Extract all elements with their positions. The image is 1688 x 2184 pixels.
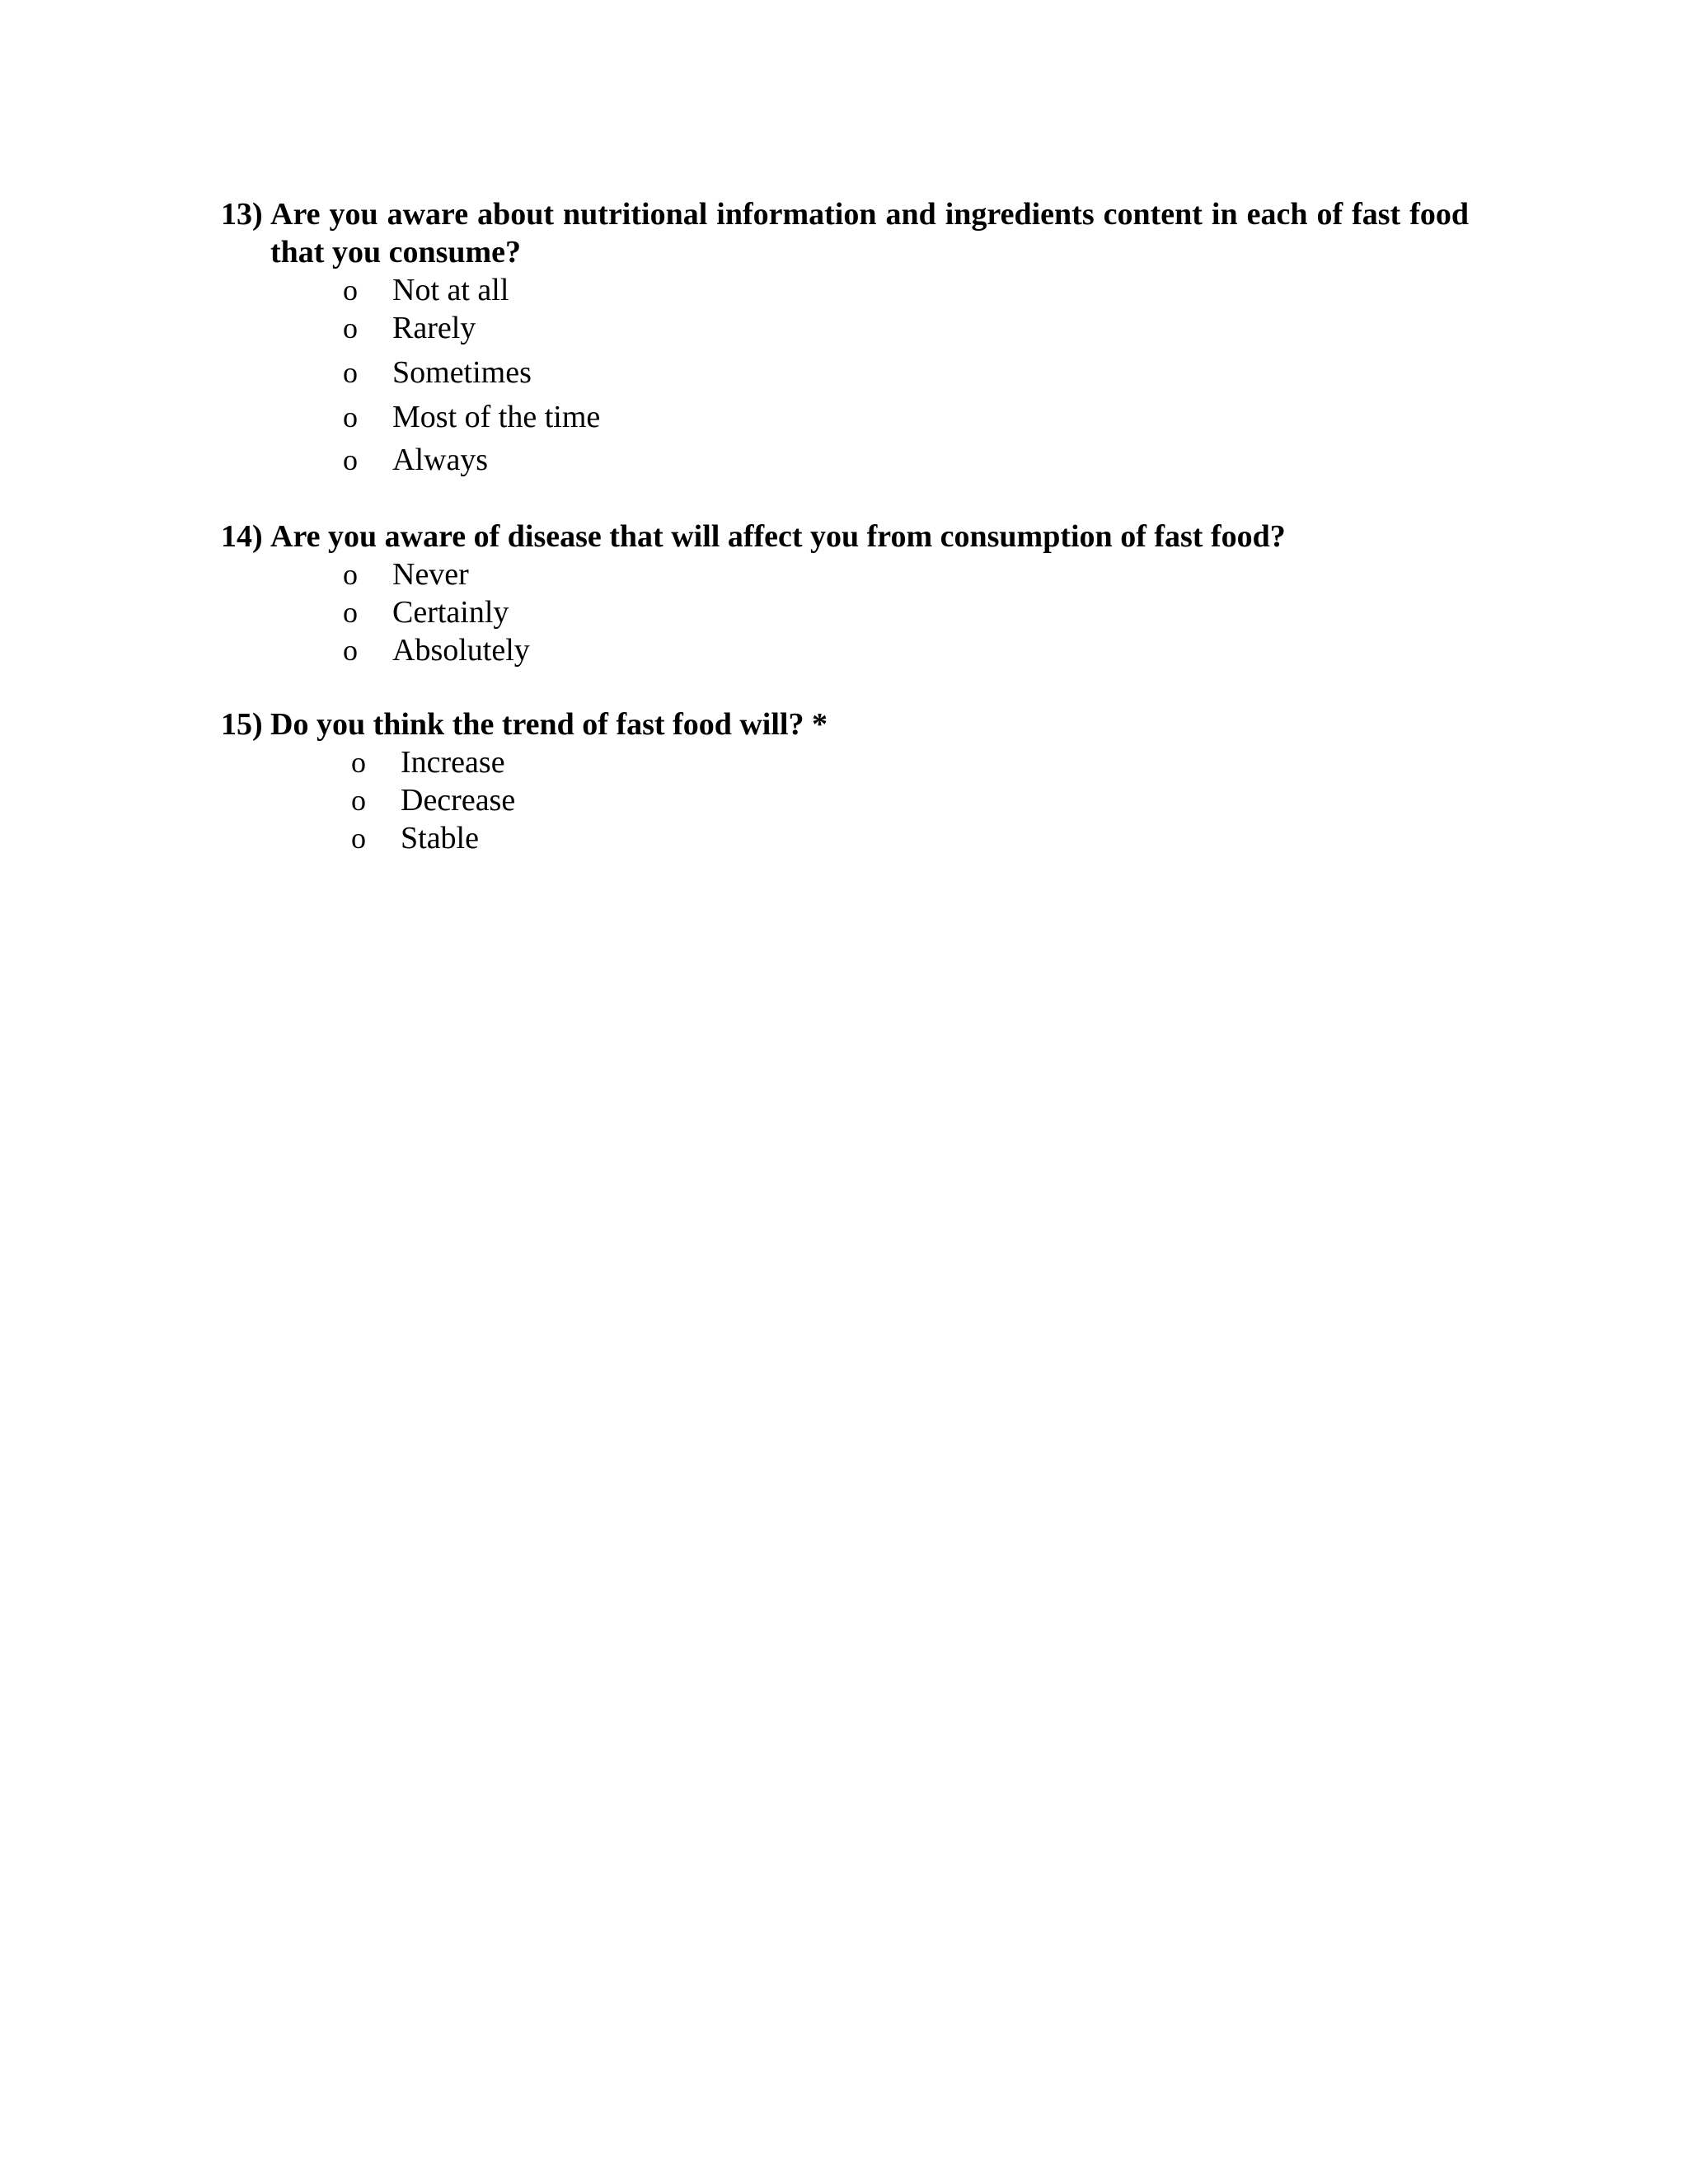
option-label: Absolutely bbox=[392, 633, 530, 668]
question-13 bbox=[221, 195, 1469, 480]
option-item[interactable] bbox=[343, 350, 1469, 395]
question-15 bbox=[221, 705, 1469, 857]
option-label: Certainly bbox=[392, 595, 509, 630]
option-label: Always bbox=[392, 443, 489, 477]
option-label: Decrease bbox=[401, 783, 516, 818]
option-item[interactable] bbox=[351, 743, 1469, 781]
question-text: Are you aware of disease that will affect you from consumption of fast food? bbox=[270, 519, 1286, 554]
radio-bullet-icon[interactable]: o bbox=[343, 274, 358, 307]
question-text: Are you aware about nutritional information and ingredients content in each of fast food that you consume? bbox=[270, 197, 1469, 269]
option-item[interactable] bbox=[343, 555, 1469, 593]
radio-bullet-icon[interactable]: o bbox=[343, 356, 358, 389]
question-number: 14) bbox=[221, 519, 263, 554]
question-header bbox=[221, 705, 1469, 743]
option-label: Increase bbox=[401, 745, 505, 780]
radio-bullet-icon[interactable]: o bbox=[343, 443, 358, 476]
radio-bullet-icon[interactable]: o bbox=[351, 822, 366, 855]
radio-bullet-icon[interactable]: o bbox=[343, 558, 358, 591]
radio-bullet-icon[interactable]: o bbox=[343, 401, 358, 434]
option-label: Stable bbox=[401, 821, 479, 855]
option-label: Not at all bbox=[392, 273, 509, 307]
option-item[interactable] bbox=[351, 781, 1469, 819]
option-item[interactable] bbox=[343, 439, 1469, 480]
option-item[interactable] bbox=[351, 819, 1469, 857]
option-label: Never bbox=[392, 557, 469, 592]
question-text: Do you think the trend of fast food will? * bbox=[270, 707, 828, 742]
question-header bbox=[221, 195, 1469, 271]
radio-bullet-icon[interactable]: o bbox=[351, 784, 366, 817]
question-header bbox=[221, 518, 1469, 555]
option-item[interactable] bbox=[343, 631, 1469, 669]
option-list bbox=[343, 555, 1469, 669]
option-item[interactable] bbox=[343, 395, 1469, 439]
option-label: Most of the time bbox=[392, 400, 601, 434]
option-label: Sometimes bbox=[392, 355, 532, 390]
question-14 bbox=[221, 518, 1469, 669]
option-item[interactable] bbox=[343, 593, 1469, 631]
option-list bbox=[343, 271, 1469, 480]
option-list bbox=[351, 743, 1469, 857]
radio-bullet-icon[interactable]: o bbox=[343, 312, 358, 344]
question-number: 13) bbox=[221, 197, 263, 232]
question-number: 15) bbox=[221, 707, 263, 742]
radio-bullet-icon[interactable]: o bbox=[343, 596, 358, 629]
radio-bullet-icon[interactable]: o bbox=[351, 746, 366, 779]
option-item[interactable] bbox=[343, 271, 1469, 309]
option-label: Rarely bbox=[392, 311, 476, 345]
option-item[interactable] bbox=[343, 309, 1469, 347]
radio-bullet-icon[interactable]: o bbox=[343, 634, 358, 667]
